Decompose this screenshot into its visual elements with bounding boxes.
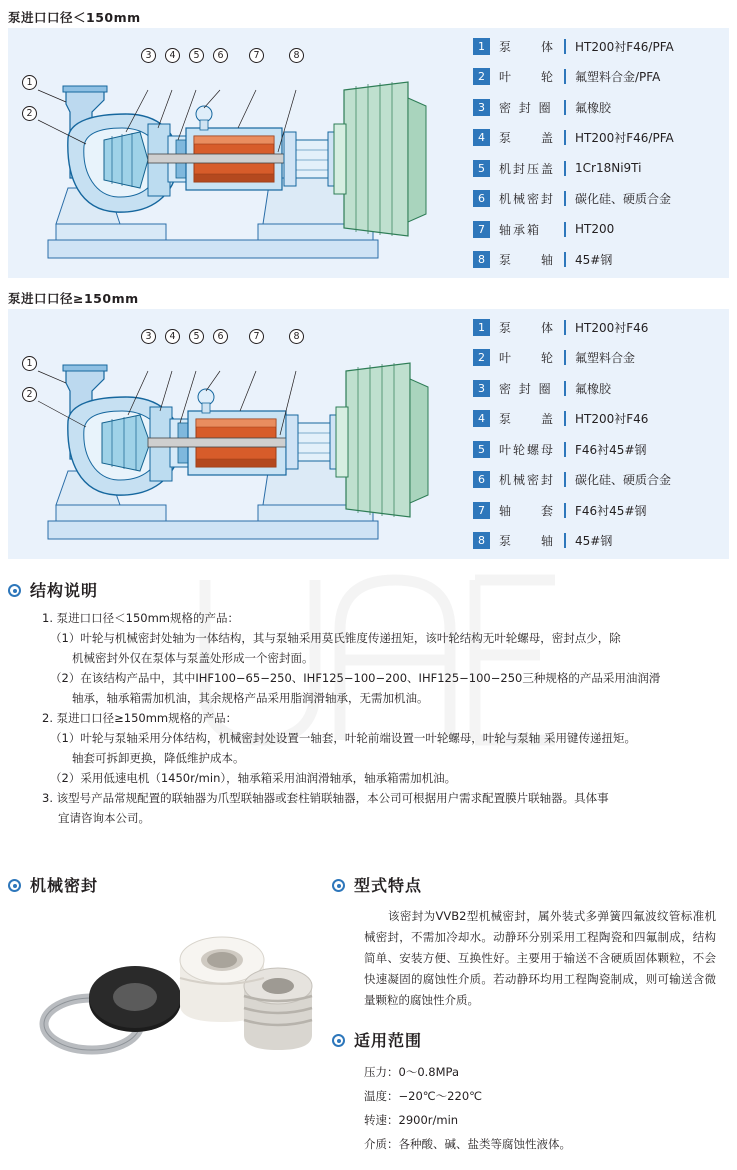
scope-heading-label: 适用范围 (354, 1031, 423, 1050)
legend-divider (564, 252, 566, 267)
legend-divider (564, 503, 566, 518)
legend-part-name: 机械密封 (499, 473, 556, 487)
legend-row (473, 374, 729, 402)
legend-divider (564, 100, 566, 115)
legend-row (473, 466, 729, 494)
mechanical-seal-photo (30, 900, 320, 1065)
structure-line-2: （1）叶轮与机械密封处轴为一体结构，其与泵轴采用莫氏锥度传递扭矩，该叶轮结构无叶轮螺母，密封点少，除 (50, 631, 621, 645)
callout-6: 6 (213, 48, 228, 63)
legend-row (473, 246, 729, 274)
pump-cutaway-drawing-2 (8, 309, 463, 559)
legend-part-name: 机封压盖 (499, 161, 556, 176)
seal-heading (8, 873, 98, 896)
legend-row (473, 154, 729, 182)
legend-number: 2 (473, 349, 490, 366)
legend-material: 氟塑料合金 (575, 351, 636, 365)
legend-material: HT200衬F46/PFA (575, 131, 674, 145)
legend-material: 45#钢 (575, 534, 613, 548)
legend-material: 氟橡胶 (575, 100, 612, 115)
legend-material: 氟橡胶 (575, 381, 612, 396)
callout-6: 6 (213, 329, 228, 344)
legend-row (473, 32, 729, 60)
legend-divider (564, 39, 566, 54)
scope-item-pressure: 压力：0～0.8MPa (364, 1065, 459, 1079)
callout-1: 1 (22, 356, 37, 371)
legend-row (473, 93, 729, 121)
legend-divider (564, 222, 566, 237)
legend-divider (564, 130, 566, 145)
structure-line-10: 3. 该型号产品常规配置的联轴器为爪型联轴器或套柱销联轴器，本公司可根据用户需求配置膜片联轴器。具体事 (42, 791, 609, 805)
section-title-large-bore: 泵进口口径≥150mm (8, 291, 139, 306)
pump-diagram-block-large-bore (8, 309, 729, 559)
callout-8: 8 (289, 48, 304, 63)
legend-part-name: 密 封 圈 (499, 381, 553, 396)
legend-row (473, 527, 729, 555)
legend-row (473, 124, 729, 152)
structure-line-7: （1）叶轮与泵轴采用分体结构，机械密封处设置一轴套，叶轮前端设置一叶轮螺母，叶轮与泵轴 采用键传递扭矩。 (50, 731, 636, 745)
structure-line-9: （2）采用低速电机（1450r/min），轴承箱采用油润滑轴承，轴承箱需加机油。 (50, 771, 457, 785)
legend-divider (564, 442, 566, 457)
legend-material: F46衬45#钢 (575, 503, 647, 518)
callout-4: 4 (165, 329, 180, 344)
scope-heading (332, 1028, 422, 1051)
legend-divider (564, 533, 566, 548)
legend-number: 6 (473, 471, 490, 488)
legend-number: 4 (473, 129, 490, 146)
parts-legend-2 (463, 309, 729, 559)
legend-number: 7 (473, 221, 490, 238)
legend-material: 氟塑料合金/PFA (575, 70, 661, 84)
legend-part-name: 泵 轴 (499, 534, 556, 548)
structure-heading-label: 结构说明 (30, 581, 99, 600)
legend-material: HT200衬F46 (575, 412, 649, 426)
legend-divider (564, 191, 566, 206)
features-heading-label: 型式特点 (354, 876, 423, 895)
features-heading (332, 873, 422, 896)
legend-part-name: 机械密封 (499, 192, 556, 206)
structure-line-5: 轴承，轴承箱需加机油，其余规格产品采用脂润滑轴承，无需加机油。 (72, 691, 429, 705)
callout-5: 5 (189, 329, 204, 344)
structure-line-4: （2）在该结构产品中，其中IHF100−65−250、IHF125−100−200、IHF125−100−250三种规格的产品采用油润滑 (50, 671, 661, 685)
legend-number: 7 (473, 502, 490, 519)
callout-2: 2 (22, 106, 37, 121)
structure-body (28, 608, 728, 828)
callout-7: 7 (249, 48, 264, 63)
legend-material: HT200 (575, 222, 615, 236)
structure-line-11: 宜请咨询本公司。 (58, 811, 150, 825)
pump-cutaway-drawing-1 (8, 28, 463, 278)
legend-number: 5 (473, 160, 490, 177)
scope-list (364, 1060, 716, 1156)
features-body: 该密封为VVB2型机械密封，属外装式多弹簧四氟波纹管标准机械密封，不需加冷却水。动静环分别采用工程陶瓷和四氟制成，结构简单、安装方便、互换性好。主要用于输送不含硬质固体颗粒，不会快速凝固的腐蚀性介质。若动静环均用工程陶瓷制成，则可输送含微量颗粒的腐蚀性介质。 (364, 909, 716, 1007)
legend-number: 1 (473, 319, 490, 336)
scope-item-speed: 转速：2900r/min (364, 1113, 459, 1127)
callout-3: 3 (141, 329, 156, 344)
legend-part-name: 叶 轮 (499, 70, 556, 84)
legend-divider (564, 320, 566, 335)
legend-divider (564, 161, 566, 176)
legend-divider (564, 69, 566, 84)
legend-number: 5 (473, 441, 490, 458)
legend-row (473, 344, 729, 372)
scope-item-medium: 介质：各种酸、碱、盐类等腐蚀性液体。 (364, 1137, 571, 1151)
legend-part-name: 密 封 圈 (499, 100, 553, 115)
legend-number: 3 (473, 99, 490, 116)
section-title-small-bore: 泵进口口径＜150mm (8, 10, 141, 25)
legend-row (473, 405, 729, 433)
legend-part-name: 泵 体 (499, 320, 556, 335)
legend-part-name: 泵 轴 (499, 253, 556, 267)
legend-divider (564, 472, 566, 487)
legend-part-name: 轴承箱 (499, 222, 542, 237)
callout-7: 7 (249, 329, 264, 344)
callout-2: 2 (22, 387, 37, 402)
legend-number: 4 (473, 410, 490, 427)
legend-number: 8 (473, 251, 490, 268)
legend-number: 1 (473, 38, 490, 55)
scope-item-temperature: 温度：−20℃～220℃ (364, 1089, 483, 1103)
legend-divider (564, 350, 566, 365)
structure-line-8: 轴套可拆卸更换，降低维护成本。 (72, 751, 245, 765)
callout-1: 1 (22, 75, 37, 90)
legend-number: 2 (473, 68, 490, 85)
callout-8: 8 (289, 329, 304, 344)
legend-material: 碳化硅、硬质合金 (575, 473, 672, 487)
legend-row (473, 496, 729, 524)
bullet-dot-icon (8, 584, 21, 597)
legend-number: 6 (473, 190, 490, 207)
pump-sectional-svg-2 (8, 309, 463, 559)
legend-row (473, 313, 729, 341)
legend-part-name: 泵 盖 (499, 131, 556, 145)
legend-material: 45#钢 (575, 253, 613, 267)
legend-divider (564, 381, 566, 396)
structure-line-6: 2. 泵进口口径≥150mm规格的产品： (42, 711, 238, 725)
structure-line-1: 1. 泵进口口径＜150mm规格的产品： (42, 611, 239, 625)
parts-legend-1 (463, 28, 729, 278)
seal-heading-label: 机械密封 (30, 876, 99, 895)
legend-material: F46衬45#钢 (575, 442, 647, 457)
legend-material: HT200衬F46/PFA (575, 39, 674, 54)
bullet-dot-icon (8, 879, 21, 892)
legend-part-name: 叶 轮 (499, 351, 556, 365)
legend-part-name: 泵 盖 (499, 412, 556, 426)
callout-5: 5 (189, 48, 204, 63)
legend-divider (564, 411, 566, 426)
legend-row (473, 435, 729, 463)
legend-part-name: 轴 套 (499, 503, 556, 518)
legend-material: HT200衬F46 (575, 320, 649, 335)
legend-row (473, 185, 729, 213)
legend-material: 1Cr18Ni9Ti (575, 161, 642, 175)
bullet-dot-icon (332, 879, 345, 892)
bullet-dot-icon (332, 1034, 345, 1047)
legend-number: 8 (473, 532, 490, 549)
legend-row (473, 215, 729, 243)
structure-line-3: 机械密封外仅在泵体与泵盖处形成一个密封面。 (72, 651, 314, 665)
legend-part-name: 泵 体 (499, 39, 556, 54)
legend-material: 碳化硅、硬质合金 (575, 192, 672, 206)
pump-diagram-block-small-bore (8, 28, 729, 278)
callout-4: 4 (165, 48, 180, 63)
legend-number: 3 (473, 380, 490, 397)
legend-row (473, 63, 729, 91)
callout-3: 3 (141, 48, 156, 63)
pump-sectional-svg-1 (8, 28, 463, 278)
legend-part-name: 叶轮螺母 (499, 442, 556, 457)
structure-heading (8, 578, 98, 601)
